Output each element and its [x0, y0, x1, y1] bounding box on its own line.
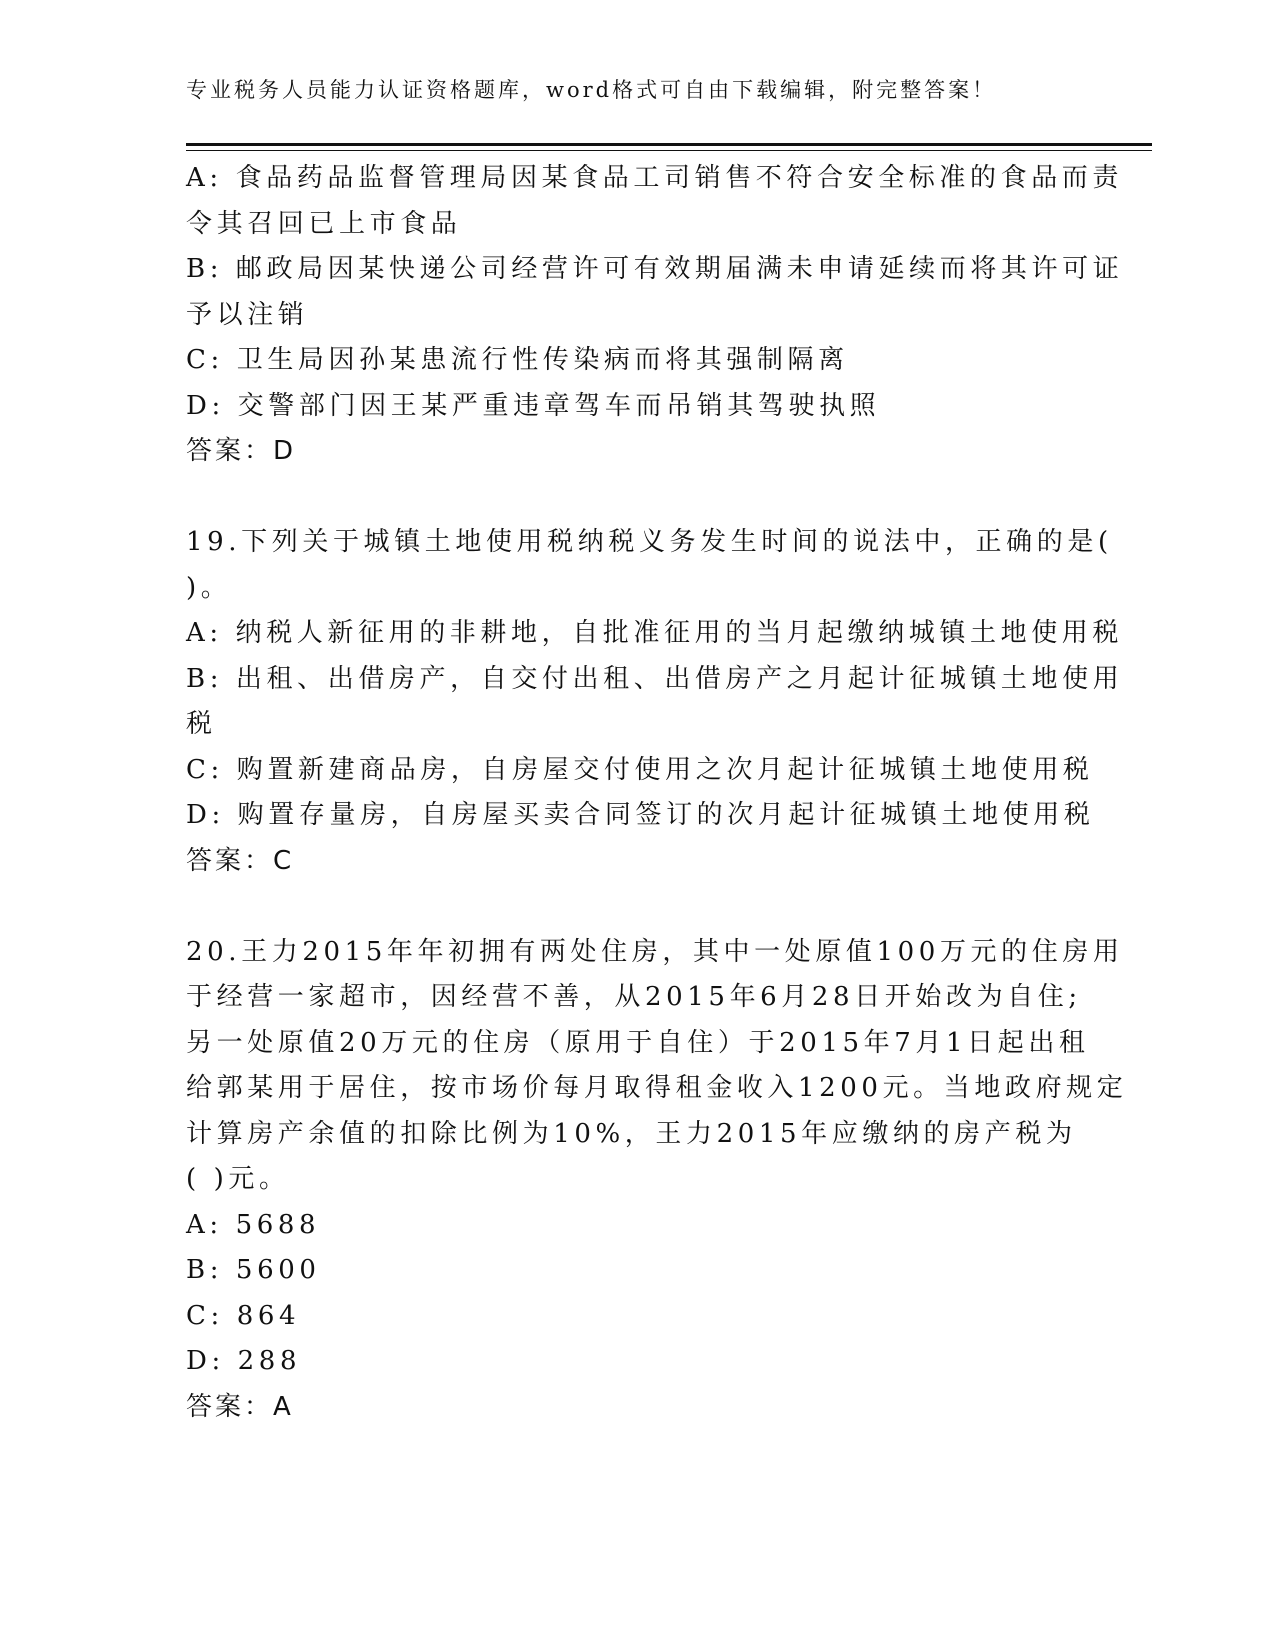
option-line: D: 交警部门因王某严重违章驾车而吊销其驾驶执照 [186, 390, 881, 421]
option-line: 令其召回已上市食品 [186, 208, 462, 239]
question-content [186, 156, 1128, 1430]
option-b [186, 657, 1124, 748]
option-d [186, 384, 1066, 430]
option-line: A: 5688 [186, 1209, 321, 1240]
option-c [186, 748, 1094, 794]
option-line: D: 购置存量房，自房屋买卖合同签订的次月起计征城镇土地使用税 [186, 800, 1095, 830]
option-line: C: 卫生局因孙某患流行性传染病而将其强制隔离 [186, 345, 849, 375]
answer-line: 答案：C [186, 845, 295, 876]
question-stem-line: )。 [186, 572, 232, 603]
option-line: D: 288 [186, 1346, 302, 1376]
question-gap [186, 884, 1066, 930]
option-a [186, 156, 1124, 247]
option-line: B: 出租、出借房产，自交付出租、出借房产之月起计征城镇土地使用 [186, 663, 1124, 694]
question-stem-line: 给郭某用于居住，按市场价每月取得租金收入1200元。当地政府规定 [186, 1073, 1128, 1103]
option-b [186, 1248, 1066, 1294]
option-line: 税 [186, 709, 217, 739]
header-divider-thin [186, 150, 1152, 151]
option-line: 予以注销 [186, 299, 309, 330]
header-divider-thick [186, 143, 1152, 146]
question-stem-line: 另一处原值20万元的住房（原用于自住）于2015年7月1日起出租 [186, 1027, 1090, 1058]
option-a [186, 1203, 1066, 1249]
option-d [186, 793, 1095, 839]
question-stem-line: 20.王力2015年年初拥有两处住房，其中一处原值100万元的住房用 [186, 936, 1124, 967]
question-block [186, 520, 1124, 884]
option-line: C: 购置新建商品房，自房屋交付使用之次月起计征城镇土地使用税 [186, 754, 1094, 785]
option-line: B: 邮政局因某快递公司经营许可有效期届满未申请延续而将其许可证 [186, 254, 1124, 284]
option-c [186, 1294, 1066, 1340]
answer-line: 答案：D [186, 436, 297, 466]
question-stem-line: 19.下列关于城镇土地使用税纳税义务发生时间的说法中，正确的是( [186, 527, 1113, 557]
option-line: B: 5600 [186, 1255, 321, 1285]
option-a [186, 611, 1124, 657]
option-line: A: 食品药品监督管理局因某食品工司销售不符合安全标准的食品而责 [186, 163, 1124, 193]
question-stem-line: 于经营一家超市，因经营不善，从2015年6月28日开始改为自住; [186, 982, 1082, 1012]
question-block [186, 930, 1128, 1431]
page-header: 专业税务人员能力认证资格题库，word格式可自由下载编辑，附完整答案！ [186, 78, 997, 102]
question-block [186, 156, 1124, 475]
option-b [186, 247, 1124, 338]
option-line: C: 864 [186, 1300, 301, 1331]
option-c [186, 338, 1066, 384]
question-gap [186, 475, 1066, 521]
question-stem-line: 计算房产余值的扣除比例为10%，王力2015年应缴纳的房产税为 [186, 1118, 1077, 1149]
answer-line: 答案：A [186, 1391, 294, 1422]
question-stem-line: ( )元。 [186, 1164, 290, 1194]
option-line: A: 纳税人新征用的非耕地，自批准征用的当月起缴纳城镇土地使用税 [186, 618, 1124, 648]
option-d [186, 1339, 1066, 1385]
